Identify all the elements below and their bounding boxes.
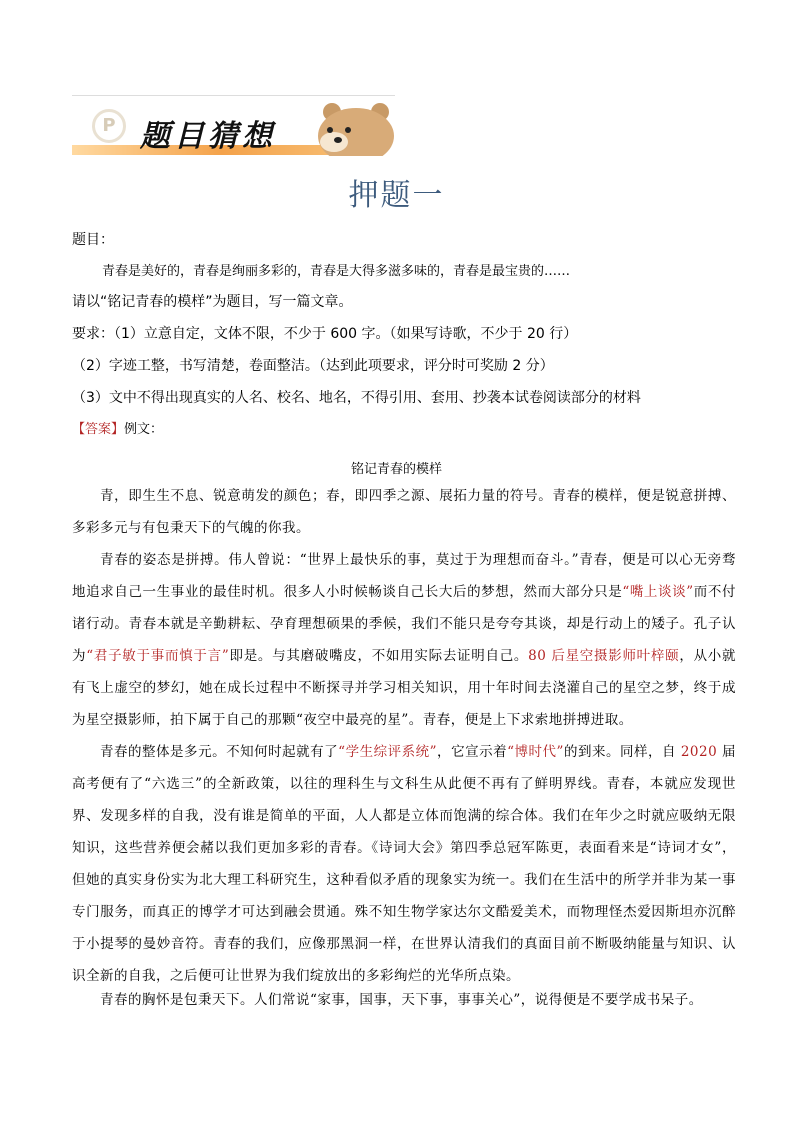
answer-line <box>72 420 163 440</box>
p3-text-e: 的到来。同样，自 <box>563 744 681 760</box>
instruction-text: 请以“铭记青春的模样”为题目，写一篇文章。 <box>72 294 353 310</box>
p3-text-c: ，它宣示着 <box>437 744 508 760</box>
p3-system: “学生综评系统” <box>338 744 438 760</box>
p2-text-g: ，从小就有飞上虚空的梦幻，她在成长过程中不断探寻并学习相关知识，用十年时间去浇灌自己的星空之梦，终于成为星空摄影师，拍下属于自己的那颗“夜空中最亮的星”。青春，便是上下求索地拼搏进取。 <box>72 648 737 728</box>
requirement-1: 要求：（1）立意自定，文体不限，不少于 600 字。（如果写诗歌，不少于 20 行） <box>72 326 578 342</box>
p-coin-icon: P <box>92 109 126 143</box>
label-topic: 题目： <box>72 232 114 248</box>
p2-quote-confucius: “君子敏于事而慎于言” <box>86 648 230 664</box>
essay-paragraph-2 <box>72 544 736 736</box>
p3-era: “博时代” <box>507 744 564 760</box>
banner-title: 题目猜想 <box>140 119 276 154</box>
p2-photographer: 80 后星空摄影师叶梓颐 <box>528 648 680 664</box>
essay-title: 铭记青春的模样 <box>350 462 442 477</box>
p2-text-e: 即是。与其磨破嘴皮，不如用实际去证明自己。 <box>229 648 529 664</box>
requirement-3: （3）文中不得出现真实的人名、校名、地名，不得引用、套用、抄袭本试卷阅读部分的材料 <box>72 390 641 406</box>
bear-icon <box>302 100 402 156</box>
essay-paragraph-4: 青春的胸怀是包秉天下。人们常说“家事，国事，天下事，事事关心”，说得便是不要学成书呆子。 <box>100 992 703 1008</box>
intro-text: 青春是美好的，青春是绚丽多彩的，青春是大得多滋多味的，青春是最宝贵的…… <box>102 264 571 279</box>
p2-quote-talk: “嘴上谈谈” <box>622 584 694 600</box>
p3-text-g: 届高考便有了“六选三”的全新政策，以往的理科生与文科生从此便不再有了鲜明界线。青春，本就应发现世界、发现多样的自我，没有谁是简单的平面，人人都是立体而饱满的综合体。我们在年少之时就应吸纳无限知识，这些营养便会赭以我们更加多彩的青春。《诗词大会》第四季总冠军陈更，表面看来是“诗词才女”，但她的真实身份实为北大理工科研究生，这种看似矛盾的现象实为统一。我们在生活中的所学并非为某一事专门服务，而真正的博学才可达到融会贯通。殊不知生物学家达尔文酷爱美术，而物理怪杰爱因斯坦亦沉醉于小提琴的曼妙音符。青春的我们，应像那黑洞一样，在世界认清我们的真面目前不断吸纳能量与知识、认识全新的自我，之后便可让世界为我们绽放出的多彩绚烂的光华所点染。 <box>72 744 737 984</box>
essay-paragraph-1: 青，即生生不息、锐意萌发的颜色；春，即四季之源、展拓力量的符号。青春的模样，便是锐意拼搏、多彩多元与有包秉天下的气魄的你我。 <box>72 488 736 536</box>
answer-label: 【答案】 <box>72 422 125 437</box>
header-banner <box>72 95 395 157</box>
subtitle: 押题一 <box>348 178 445 213</box>
requirement-2: （2）字迹工整，书写清楚，卷面整洁。（达到此项要求，评分时可奖励 2 分） <box>72 358 554 374</box>
p3-text-a: 青春的整体是多元。不知何时起就有了 <box>100 744 339 760</box>
p3-year: 2020 <box>680 744 718 760</box>
p2-text-a: 青春的姿态是拼搏。伟人曾说：“世界上最快乐的事，莫过于为理想而奋斗。”青春，便是可以心无旁骛地追求自己一生事业的最佳时机。很多人小时候畅谈自己长大后的梦想，然而大部分只是 <box>72 552 736 600</box>
essay-paragraph-3 <box>72 736 736 992</box>
answer-suffix: 例文： <box>124 422 164 437</box>
p2-text-c: 而不付诸行动。青春本就是辛勤耕耘、孕育理想硕果的季候，我们不能只是夸夸其谈，却是行动上的矮子。孔子认为 <box>72 584 737 664</box>
